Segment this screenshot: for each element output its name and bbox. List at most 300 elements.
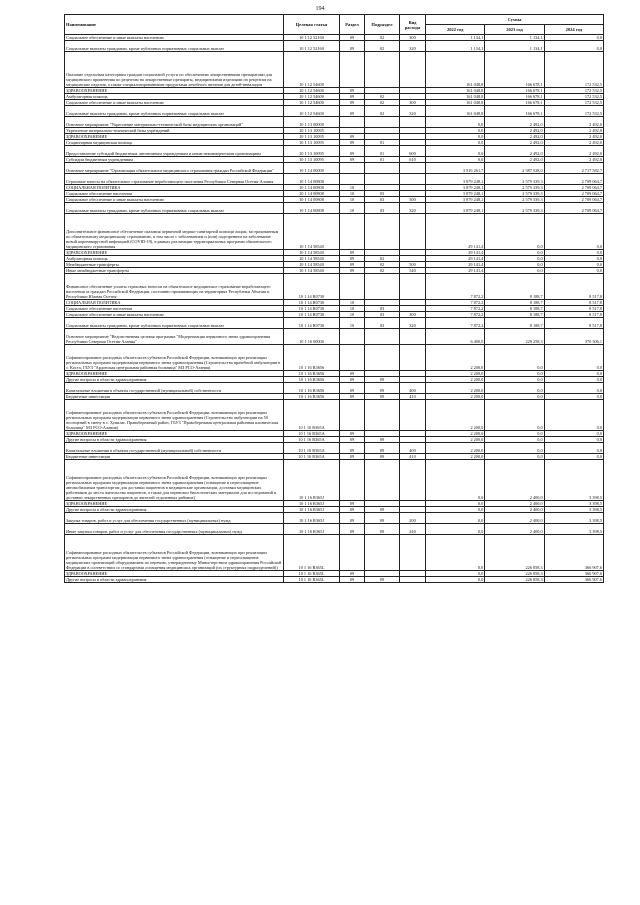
row-subsection: 03 [365,312,400,318]
row-code: 10 1 14 58540 [284,262,340,268]
row-code: 10 1 14 R0730 [284,318,340,329]
table-row [65,274,604,300]
row-sum-2023: 0,0 [485,268,544,274]
row-subsection: 09 [365,454,400,460]
row-code: 10 1 13 00000 [284,117,340,128]
row-code: 10 1 16 R3656 [284,377,340,383]
table-row [65,400,604,431]
row-sum-2022: 3 879 248,1 [426,197,485,203]
row-section: 09 [340,88,365,94]
row-sum-2023: 2 579 339,3 [485,185,544,191]
row-subsection: 09 [365,443,400,454]
row-expense-type [400,329,426,345]
row-sum-2022: 7 872,2 [426,306,485,312]
row-code: 10 1 16 R365J [284,513,340,524]
row-sum-2022: 3 879 248,1 [426,174,485,185]
row-code: 10 1 13 10095 [284,146,340,157]
row-sum-2024: 172 532,5 [544,106,603,117]
row-code: 10 1 13 10095 [284,134,340,140]
row-code: 10 1 12 54600 [284,106,340,117]
row-sum-2022: 2 200,0 [426,437,485,443]
row-name: Капитальные вложения в объекты государственной (муниципальной) собственности [65,383,284,394]
row-subsection: 09 [365,377,400,383]
row-sum-2024: 370 306,1 [544,329,603,345]
row-code: 10 1 12 54600 [284,100,340,106]
row-section [340,117,365,128]
row-subsection: 03 [365,191,400,197]
row-name: Бюджетные инвестиции [65,394,284,400]
row-sum-2024: 0,0 [544,454,603,460]
row-name: Амбулаторная помощь [65,256,284,262]
row-name: Предоставление субсидий бюджетным, автономным учреждениям и иным некоммерческим организациям [65,146,284,157]
row-sum-2023: 0,0 [485,383,544,394]
row-subsection: 09 [365,383,400,394]
row-name: Бюджетные инвестиции [65,454,284,460]
table-row [65,146,604,157]
row-code: 10 1 16 R365L [284,535,340,571]
table-row [65,174,604,185]
row-subsection: 02 [365,268,400,274]
row-section: 09 [340,377,365,383]
row-sum-2023: 0,0 [485,394,544,400]
row-subsection [365,535,400,571]
row-sum-2024: 0,0 [544,35,603,41]
row-sum-2023: 2 492,0 [485,157,544,163]
row-sum-2022: 0,0 [426,460,485,501]
row-name: Финансовое обеспечение уплаты страховых взносов на обязательное медицинское страхование неработающего населения за граждан Российской Федерации, постоянно проживающих на территориях Республики Абхазия и Республики Южная Осетия [65,274,284,300]
row-name: Укрепление материально-технической базы учреждений [65,128,284,134]
row-sum-2023: 2 579 339,3 [485,197,544,203]
row-code: 10 1 16 R365A [284,437,340,443]
row-sum-2022: 0,0 [426,513,485,524]
row-sum-2023: 166 678,1 [485,88,544,94]
row-subsection [365,52,400,88]
row-section [340,163,365,174]
row-sum-2023: 0,0 [485,377,544,383]
row-name: Амбулаторная помощь [65,94,284,100]
row-sum-2024: 3 398,5 [544,513,603,524]
row-sum-2024: 0,0 [544,371,603,377]
row-name: Оказание отдельным категориям граждан социальной услуги по обеспечению лекарственными препаратами для медицинского применения по рецептам на лекарственные препараты, медицинскими изделиями по рецептам на медицинские изделия, а также специализированными продуктами лечебного питания для детей-инвалидов [65,52,284,88]
row-expense-type [400,117,426,128]
row-name: Межбюджетные трансферты [65,262,284,268]
row-sum-2024: 8 517,8 [544,312,603,318]
row-name: СОЦИАЛЬНАЯ ПОЛИТИКА [65,300,284,306]
table-row [65,329,604,345]
row-sum-2024: 0,0 [544,437,603,443]
row-sum-2022: 1 134,1 [426,41,485,52]
row-sum-2023: 0,0 [485,454,544,460]
row-sum-2022: 2 200,0 [426,431,485,437]
row-expense-type: 320 [400,203,426,214]
row-name: ЗДРАВООХРАНЕНИЕ [65,571,284,577]
row-expense-type: 400 [400,383,426,394]
row-name: Дополнительное финансовое обеспечение оказания первичной медико-санитарной помощи лицам, застрахованным по обязательному медицинскому страхованию, в том числе с заболеванием и (или) подозрением на заболевание новой коронавирусной инфекцией (COVID-19), в рамках реализации территориальных программ обязательного медицинского страхования [65,214,284,250]
row-expense-type [400,163,426,174]
row-sum-2024: 2 709 064,7 [544,174,603,185]
row-sum-2023: 166 678,1 [485,94,544,100]
row-name: ЗДРАВООХРАНЕНИЕ [65,134,284,140]
row-name: Другие вопросы в области здравоохранения [65,577,284,583]
row-sum-2023: 0,0 [485,214,544,250]
row-section: 09 [340,268,365,274]
row-code: 10 1 16 R365A [284,454,340,460]
row-sum-2023: 0,0 [485,262,544,268]
row-sum-2024: 0,0 [544,256,603,262]
header-year-2022: 2022 год [426,25,485,35]
row-section: 09 [340,513,365,524]
row-code: 10 1 16 R3656 [284,345,340,371]
row-section: 09 [340,571,365,577]
row-sum-2022: 3 879 248,1 [426,203,485,214]
row-name: Другие вопросы в области здравоохранения [65,507,284,513]
row-sum-2024: 3 398,5 [544,460,603,501]
row-section [340,174,365,185]
row-expense-type: 320 [400,318,426,329]
row-section: 10 [340,191,365,197]
row-sum-2023: 8 188,7 [485,306,544,312]
row-code: 10 1 16 R365J [284,507,340,513]
table-row [65,524,604,535]
row-sum-2023: 2 492,0 [485,117,544,128]
row-sum-2024: 0,0 [544,345,603,371]
row-subsection: 03 [365,203,400,214]
row-sum-2024: 0,0 [544,41,603,52]
row-section [340,274,365,300]
row-sum-2024: 2 492,0 [544,140,603,146]
header-year-2023: 2023 год [485,25,544,35]
row-expense-type: 320 [400,41,426,52]
row-sum-2022: 2 200,0 [426,400,485,431]
budget-table [64,14,604,583]
row-sum-2024: 0,0 [544,250,603,256]
row-section [340,400,365,431]
row-sum-2022: 161 048,8 [426,100,485,106]
row-sum-2023: 166 678,1 [485,52,544,88]
row-sum-2022: 0,0 [426,571,485,577]
row-sum-2023: 2 492,0 [485,140,544,146]
row-sum-2023: 2 579 339,3 [485,174,544,185]
row-sum-2023: 2 400,0 [485,507,544,513]
row-name: Стационарная медицинская помощь [65,140,284,146]
row-name: Основное мероприятие "Укрепление материально-технической базы медицинских организаций" [65,117,284,128]
row-sum-2024: 172 532,5 [544,100,603,106]
table-row [65,41,604,52]
row-subsection [365,345,400,371]
row-expense-type [400,535,426,571]
row-subsection: 09 [365,507,400,513]
row-section: 10 [340,197,365,203]
row-section: 09 [340,501,365,507]
row-sum-2024: 2 492,0 [544,146,603,157]
row-sum-2023: 0,0 [485,250,544,256]
row-expense-type: 540 [400,268,426,274]
row-sum-2024: 8 517,8 [544,306,603,312]
row-code: 10 1 14 R0730 [284,274,340,300]
row-code: 10 1 13 10095 [284,128,340,134]
table-row [65,106,604,117]
row-sum-2024: 8 517,8 [544,300,603,306]
row-section: 10 [340,300,365,306]
row-name: Социальные выплаты гражданам, кроме публичных нормативных социальных выплат [65,203,284,214]
row-sum-2023: 2 492,0 [485,128,544,134]
row-code: 10 1 16 R365A [284,431,340,437]
row-subsection [365,117,400,128]
row-name: Иные межбюджетные трансферты [65,268,284,274]
row-sum-2023: 0,0 [485,256,544,262]
row-sum-2023: 0,0 [485,400,544,431]
row-subsection [365,274,400,300]
row-subsection: 01 [365,157,400,163]
table-row [65,163,604,174]
row-expense-type: 400 [400,443,426,454]
row-sum-2023: 2 587 528,0 [485,163,544,174]
row-expense-type: 410 [400,454,426,460]
row-sum-2023: 2 579 339,3 [485,203,544,214]
row-sum-2023: 2 400,0 [485,460,544,501]
row-expense-type [400,577,426,583]
row-code: 10 1 13 10095 [284,157,340,163]
row-sum-2024: 8 517,8 [544,318,603,329]
row-sum-2023: 2 400,0 [485,513,544,524]
row-expense-type [400,174,426,185]
row-sum-2023: 2 492,0 [485,134,544,140]
row-sum-2022: 3 879 248,1 [426,191,485,197]
row-section: 09 [340,140,365,146]
row-name: Другие вопросы в области здравоохранения [65,377,284,383]
row-section [340,535,365,571]
row-name: Софинансирование расходных обязательств субъектов Российской Федерации, возникающих при реализации региональных программ модернизации первичного звена здравоохранения (оснащение и переоснащение автомобильным транспортом для доставки пациентов в медицинские организации, доставки медицинских работников до места жительства пациентов, а также для перевозки биологических материалов для исследований и доставки лекарственных препаратов до жителей отдаленных районов) [65,460,284,501]
row-section: 10 [340,318,365,329]
row-sum-2023: 8 188,7 [485,274,544,300]
row-name: Социальное обеспечение и иные выплаты населению [65,100,284,106]
row-sum-2023: 2 579 339,3 [485,191,544,197]
row-expense-type: 410 [400,394,426,400]
row-code: 10 1 12 52160 [284,35,340,41]
row-expense-type [400,274,426,300]
row-section: 09 [340,437,365,443]
row-sum-2023: 1 134,1 [485,41,544,52]
row-sum-2024: 366 907,6 [544,535,603,571]
row-expense-type: 240 [400,524,426,535]
row-sum-2022: 161 048,8 [426,106,485,117]
row-sum-2022: 2 200,0 [426,377,485,383]
row-section: 09 [340,524,365,535]
row-code: 10 1 12 54600 [284,52,340,88]
row-code: 10 1 12 54600 [284,94,340,100]
row-expense-type: 300 [400,197,426,203]
row-sum-2022: 2 200,0 [426,383,485,394]
row-sum-2024: 0,0 [544,400,603,431]
row-expense-type: 300 [400,35,426,41]
table-body [65,35,604,583]
row-expense-type: 300 [400,312,426,318]
table-row [65,117,604,128]
row-sum-2024: 2 492,0 [544,134,603,140]
row-expense-type: 200 [400,513,426,524]
row-code: 10 1 16 R365J [284,460,340,501]
row-sum-2022: 7 872,2 [426,300,485,306]
row-section: 09 [340,507,365,513]
row-section [340,214,365,250]
row-sum-2024: 2 717 582,7 [544,163,603,174]
row-sum-2024: 2 709 064,7 [544,203,603,214]
row-code: 10 1 16 R365J [284,501,340,507]
row-sum-2024: 2 492,0 [544,128,603,134]
row-subsection [365,214,400,250]
row-expense-type: 500 [400,262,426,268]
row-sum-2023: 2 400,0 [485,501,544,507]
row-sum-2024: 0,0 [544,383,603,394]
row-section: 09 [340,383,365,394]
table-row [65,214,604,250]
table-row [65,383,604,394]
row-name: Социальное обеспечение населения [65,191,284,197]
row-section: 09 [340,371,365,377]
row-section: 09 [340,100,365,106]
row-section: 10 [340,306,365,312]
row-section [340,52,365,88]
row-sum-2023: 8 188,7 [485,312,544,318]
row-name: Закупка товаров, работ и услуг для обеспечения государственных (муниципальных) нужд [65,513,284,524]
row-subsection: 09 [365,437,400,443]
row-subsection: 03 [365,306,400,312]
row-sum-2023: 229 258,3 [485,329,544,345]
row-sum-2023: 2 400,0 [485,524,544,535]
row-sum-2022: 0,0 [426,535,485,571]
row-sum-2022: 1 134,1 [426,35,485,41]
row-code: 10 1 14 00808 [284,203,340,214]
row-sum-2022: 0,0 [426,140,485,146]
row-code: 10 1 16 R365L [284,577,340,583]
row-section: 09 [340,454,365,460]
row-sum-2024: 366 907,6 [544,577,603,583]
row-sum-2022: 2 200,0 [426,394,485,400]
row-sum-2022: 161 048,8 [426,52,485,88]
row-subsection [365,174,400,185]
row-expense-type [400,214,426,250]
row-section: 09 [340,157,365,163]
row-subsection [365,163,400,174]
row-name: Капитальные вложения в объекты государственной (муниципальной) собственности [65,443,284,454]
row-sum-2022: 161 048,8 [426,94,485,100]
row-code: 10 1 16 00000 [284,329,340,345]
row-sum-2024: 2 492,0 [544,117,603,128]
row-code: 10 1 16 R365J [284,524,340,535]
row-expense-type: 320 [400,106,426,117]
row-expense-type: 300 [400,100,426,106]
row-subsection [365,460,400,501]
row-sum-2023: 0,0 [485,345,544,371]
row-section: 10 [340,203,365,214]
row-name: Социальное обеспечение и иные выплаты населению [65,312,284,318]
row-code: 10 1 16 R3656 [284,371,340,377]
row-code: 10 1 14 58540 [284,250,340,256]
row-subsection: 09 [365,577,400,583]
row-name: Софинансирование расходных обязательств субъектов Российской Федерации, возникающих при реализации региональных программ модернизации первичного звена здравоохранения (оснащение и переоснащение медицинских организаций оборудованием по перечню, утвержденному Министерством здравоохранения Российской Федерации в соответствии со стандартами оснащения медицинских организаций (их структурных подразделений)) [65,535,284,571]
table-row [65,203,604,214]
row-name: СОЦИАЛЬНАЯ ПОЛИТИКА [65,185,284,191]
row-section: 09 [340,577,365,583]
row-code: 10 1 14 58540 [284,214,340,250]
row-sum-2022: 0,0 [426,524,485,535]
row-subsection: 02 [365,256,400,262]
row-section: 10 [340,185,365,191]
row-sum-2024: 3 398,5 [544,507,603,513]
row-code: 10 1 16 R3656 [284,394,340,400]
row-section: 09 [340,256,365,262]
row-sum-2022: 0,0 [426,146,485,157]
row-section: 09 [340,94,365,100]
row-code: 10 1 13 10095 [284,140,340,146]
row-sum-2024: 0,0 [544,394,603,400]
row-sum-2023: 166 678,1 [485,100,544,106]
row-section: 09 [340,443,365,454]
row-expense-type [400,52,426,88]
row-sum-2022: 29 141,4 [426,262,485,268]
row-sum-2022: 0,0 [426,507,485,513]
row-sum-2023: 0,0 [485,431,544,437]
row-name: Социальные выплаты гражданам, кроме публичных нормативных социальных выплат [65,106,284,117]
row-sum-2024: 8 517,8 [544,274,603,300]
row-sum-2022: 2 200,0 [426,454,485,460]
row-code: 10 1 14 00808 [284,185,340,191]
row-sum-2022: 161 048,8 [426,88,485,94]
row-code: 10 1 12 54600 [284,88,340,94]
table-row [65,535,604,571]
row-expense-type: 610 [400,157,426,163]
row-sum-2022: 0,0 [426,577,485,583]
row-sum-2024: 2 492,0 [544,157,603,163]
table-header [65,15,604,35]
header-expense-type: Вид расхода [400,15,426,35]
header-subsection: Подраздел [365,15,400,35]
row-subsection: 02 [365,100,400,106]
row-code: 10 1 16 R365L [284,571,340,577]
row-sum-2022: 0,0 [426,134,485,140]
row-name: Страховые взносы на обязательное страхование неработающего населения Республики Северная Осетия-Алания [65,174,284,185]
row-code: 10 1 14 00000 [284,163,340,174]
row-section [340,345,365,371]
row-code: 10 1 14 R0730 [284,300,340,306]
row-sum-2022: 29 141,4 [426,256,485,262]
row-section: 09 [340,262,365,268]
row-sum-2024: 172 532,5 [544,94,603,100]
row-sum-2022: 0,0 [426,128,485,134]
row-name: Иные закупки товаров, работ и услуг для обеспечения государственных (муниципальных) нужд [65,524,284,535]
row-code: 10 1 14 00808 [284,174,340,185]
row-section: 10 [340,312,365,318]
row-name: ЗДРАВООХРАНЕНИЕ [65,431,284,437]
row-sum-2024: 2 709 064,7 [544,191,603,197]
row-sum-2024: 0,0 [544,214,603,250]
row-section: 09 [340,394,365,400]
row-subsection: 09 [365,513,400,524]
row-subsection: 02 [365,262,400,268]
row-sum-2023: 8 188,7 [485,300,544,306]
table-row [65,460,604,501]
row-sum-2023: 0,0 [485,437,544,443]
row-name: Другие вопросы в области здравоохранения [65,437,284,443]
row-name: Основное мероприятие "Организация обязательного медицинского страхования граждан Российской Федерации" [65,163,284,174]
row-subsection: 02 [365,41,400,52]
row-sum-2022: 7 872,2 [426,318,485,329]
row-sum-2022: 6 400,0 [426,329,485,345]
header-sum: Сумма [426,15,604,25]
row-sum-2024: 0,0 [544,377,603,383]
row-sum-2024: 172 532,5 [544,52,603,88]
row-sum-2023: 0,0 [485,371,544,377]
